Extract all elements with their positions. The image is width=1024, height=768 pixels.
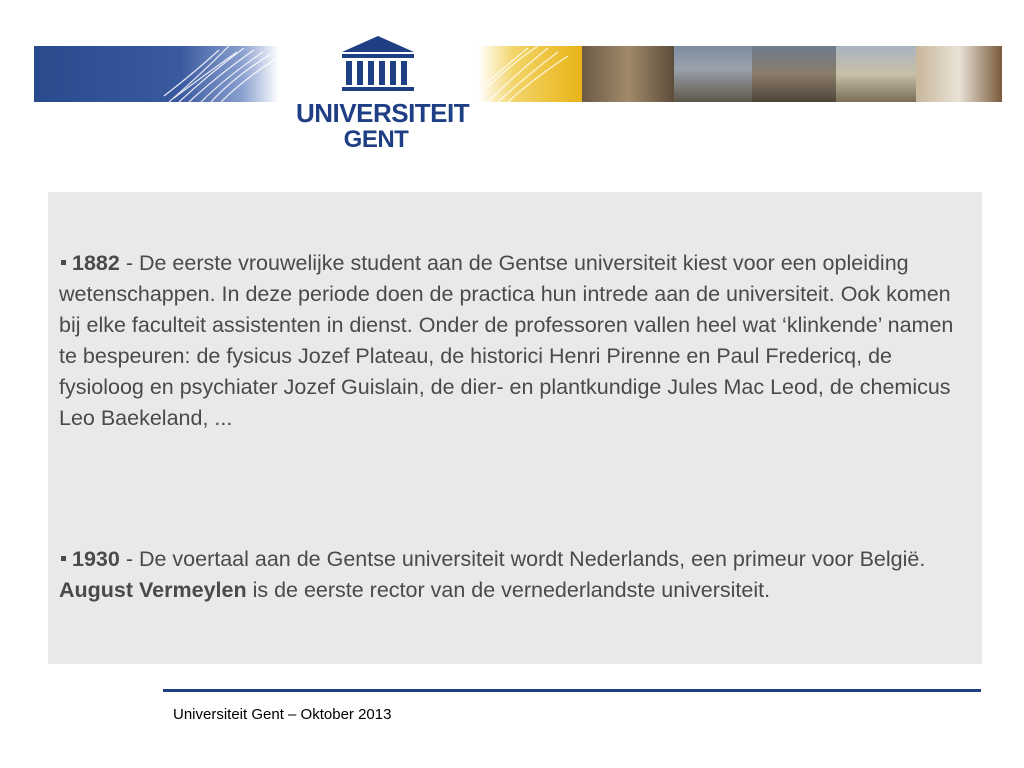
footer-text: Universiteit Gent – Oktober 2013 <box>173 706 392 723</box>
grass-decoration-icon <box>478 46 582 102</box>
logo-line2: GENT <box>343 126 409 153</box>
temple-icon <box>338 34 418 94</box>
logo-line1: UNIVERSITEIT <box>296 98 470 128</box>
item-text: - De voertaal aan de Gentse universiteit wordt Nederlands, een primeur voor België. <box>119 547 926 571</box>
header-banner-left <box>34 46 279 102</box>
photo-students <box>916 46 1002 102</box>
yellow-grass-band <box>478 46 582 102</box>
photo-historic-building <box>836 46 916 102</box>
item-text: - De eerste vrouwelijke student aan de Gentse universiteit kiest voor een opleiding wetenschappen. In deze periode doen de practica hun intrede aan de universiteit. Ook komen bij elke faculteit assistenten in dienst. Onder de professoren vallen heel wat ‘klinkende’ namen te bespeuren: de fysicus Jozef Plateau, de historici Henri Pirenne en Paul Fredericq, de fysioloog en psychiater Jozef Guislain, de dier- en plantkundige Jules Mac Leod, de chemicus Leo Baekeland, ... <box>59 251 954 430</box>
item-year: 1882 <box>72 251 120 275</box>
rector-name: August Vermeylen <box>59 578 247 602</box>
item-text: is de eerste rector van de vernederlandste universiteit. <box>246 578 771 602</box>
photo-gothic-facade <box>752 46 836 102</box>
list-item <box>59 248 974 434</box>
photo-city-towers <box>674 46 752 102</box>
content-panel <box>48 192 982 664</box>
header-banner-right <box>478 46 1002 102</box>
item-year: 1930 <box>72 547 120 571</box>
photo-building-columns <box>582 46 674 102</box>
bullet-icon <box>61 260 66 265</box>
bullet-icon <box>61 556 66 561</box>
grass-decoration-icon <box>159 46 279 102</box>
list-item <box>59 544 974 606</box>
footer-divider <box>163 689 981 692</box>
university-logo[interactable] <box>296 34 470 154</box>
